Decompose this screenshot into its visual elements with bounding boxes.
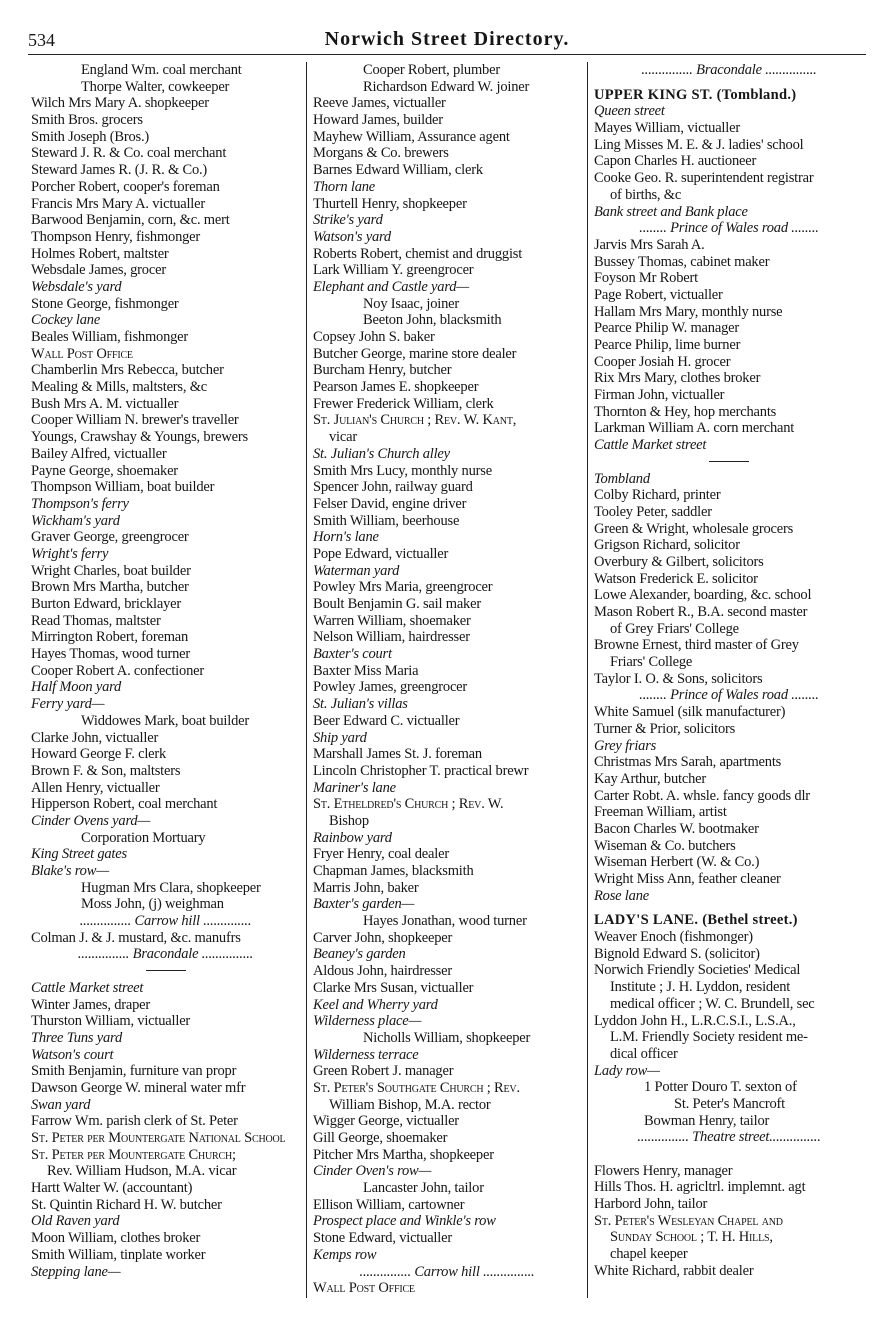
directory-entry: St. Quintin Richard H. W. butcher (31, 1196, 222, 1213)
street-subheading: Keel and Wherry yard (313, 996, 438, 1013)
directory-entry: Pearce Philip W. manager (594, 320, 739, 337)
street-subheading: Websdale's yard (31, 278, 122, 295)
directory-entry: Page Robert, victualler (594, 286, 723, 303)
directory-entry: Warren William, shoemaker (313, 612, 471, 629)
directory-entry: Green & Wright, wholesale grocers (594, 520, 794, 537)
directory-entry: Wall Post Office (31, 345, 133, 362)
crossing-street: ............... Bracondale ............... (641, 62, 817, 78)
street-subheading: St. Julian's Church alley (313, 445, 450, 462)
street-subheading: Baxter's court (313, 646, 392, 663)
directory-entry: Hartt Walter W. (accountant) (31, 1180, 193, 1197)
directory-entry: Carter Robt. A. whsle. fancy goods dlr (594, 787, 810, 804)
directory-entry: Copsey John S. baker (313, 329, 435, 345)
directory-entry: Roberts Robert, chemist and druggist (313, 245, 523, 262)
directory-entry: Stone Edward, victualler (313, 1230, 452, 1247)
directory-entry: St. Peter's Southgate Church ; Rev. (313, 1079, 520, 1096)
directory-entry: Barnes Edward William, clerk (313, 162, 483, 179)
directory-entry: Thompson William, boat builder (31, 479, 215, 496)
directory-entry: Tooley Peter, saddler (594, 503, 712, 520)
directory-entry: Pope Edward, victualler (313, 545, 449, 562)
directory-entry: Allen Henry, victualler (31, 779, 160, 796)
directory-entry: Marris John, baker (313, 879, 419, 896)
directory-entry: vicar (329, 429, 357, 446)
directory-entry: Thornton & Hey, hop merchants (594, 403, 777, 420)
directory-entry: Cooke Geo. R. superintendent registrar (594, 170, 814, 187)
directory-entry: Steward James R. (J. R. & Co.) (31, 162, 208, 179)
directory-entry: Thurtell Henry, shopkeeper (313, 195, 467, 212)
directory-entry: Thorpe Walter, cowkeeper (81, 78, 230, 95)
directory-entry: Smith Benjamin, furniture van propr (31, 1063, 237, 1080)
directory-entry: Fryer Henry, coal dealer (313, 846, 449, 863)
directory-entry: Marshall James St. J. foreman (313, 746, 482, 763)
separator (594, 79, 864, 87)
street-subheading: Old Raven yard (31, 1213, 120, 1230)
directory-entry: Dawson George W. mineral water mfr (31, 1079, 246, 1096)
directory-entry: Hallam Mrs Mary, monthly nurse (594, 303, 783, 320)
separator (31, 963, 300, 980)
directory-entry: Clarke Mrs Susan, victualler (313, 979, 474, 996)
separator (594, 454, 864, 471)
directory-entry: St. Etheldred's Church ; Rev. W. (313, 796, 504, 813)
street-subheading: Wickham's yard (31, 512, 120, 529)
directory-entry: England Wm. coal merchant (81, 62, 242, 78)
street-subheading: Kemps row (313, 1246, 377, 1263)
directory-entry: Jarvis Mrs Sarah A. (594, 236, 705, 253)
directory-entry: Moon William, clothes broker (31, 1230, 201, 1247)
directory-entry: Boult Benjamin G. sail maker (313, 596, 481, 612)
directory-entry: Bowman Henry, tailor (644, 1112, 770, 1129)
directory-entry: Wall Post Office (313, 1280, 415, 1297)
directory-entry: Reeve James, victualler (313, 95, 446, 112)
directory-entry: Howard James, builder (313, 112, 443, 129)
directory-entry: Institute ; J. H. Lyddon, resident (610, 979, 791, 996)
directory-entry: Hugman Mrs Clara, shopkeeper (81, 879, 261, 896)
directory-entry: Mealing & Mills, maltsters, &c (31, 379, 208, 396)
crossing-street: ............... Theatre street............... (637, 1129, 821, 1146)
street-subheading: Thorn lane (313, 178, 376, 195)
street-subheading: Blake's row— (31, 863, 109, 879)
directory-entry: Rev. William Hudson, M.A. vicar (47, 1163, 237, 1180)
directory-entry: Capon Charles H. auctioneer (594, 153, 757, 170)
directory-entry: Steward J. R. & Co. coal merchant (31, 145, 227, 162)
directory-entry: Cooper Robert A. confectioner (31, 662, 204, 679)
directory-entry: Hayes Jonathan, wood turner (363, 913, 527, 930)
directory-entry: White Richard, rabbit dealer (594, 1262, 754, 1279)
street-subheading: Cinder Ovens yard— (31, 812, 151, 829)
street-subheading: St. Julian's villas (313, 696, 408, 713)
directory-entry: Chapman James, blacksmith (313, 863, 474, 879)
directory-entry: Mayhew William, Assurance agent (313, 128, 510, 145)
directory-entry: Wright Charles, boat builder (31, 562, 191, 579)
directory-entry: Freeman William, artist (594, 804, 727, 821)
street-subheading: Elephant and Castle yard— (313, 278, 469, 295)
directory-entry: L.M. Friendly Society resident me- (610, 1029, 808, 1046)
directory-entry: Hipperson Robert, coal merchant (31, 796, 218, 813)
directory-entry: Larkman William A. corn merchant (594, 420, 795, 437)
page-header (28, 28, 866, 54)
directory-entry: chapel keeper (610, 1246, 688, 1263)
street-subheading: Cockey lane (31, 312, 101, 329)
directory-entry: Frewer Frederick William, clerk (313, 395, 494, 412)
directory-entry: Francis Mrs Mary A. victualler (31, 195, 206, 212)
directory-entry: Norwich Friendly Societies' Medical (594, 962, 801, 979)
directory-entry: Smith William, beerhouse (313, 512, 460, 529)
street-subheading: Cattle Market street (594, 437, 707, 454)
directory-entry: Cooper Josiah H. grocer (594, 353, 731, 370)
directory-entry: Youngs, Crawshay & Youngs, brewers (31, 429, 248, 446)
directory-entry: Chamberlin Mrs Rebecca, butcher (31, 362, 224, 379)
directory-entry: Overbury & Gilbert, solicitors (594, 553, 764, 570)
street-subheading: Ship yard (313, 729, 367, 746)
directory-entry: St. Peter per Mountergate Church; (31, 1146, 236, 1163)
directory-entry: St. Julian's Church ; Rev. W. Kant, (313, 412, 517, 429)
separator (594, 1146, 864, 1163)
directory-entry: Baxter Miss Maria (313, 662, 419, 679)
directory-entry: Friars' College (610, 654, 693, 671)
directory-entry: Nicholls William, shopkeeper (363, 1029, 531, 1046)
directory-entry: Thurston William, victualler (31, 1013, 191, 1030)
directory-entry: Lowe Alexander, boarding, &c. school (594, 587, 812, 604)
street-subheading: King Street gates (31, 846, 127, 863)
directory-entry: William Bishop, M.A. rector (329, 1096, 491, 1113)
directory-entry: Holmes Robert, maltster (31, 245, 169, 262)
directory-entry: Butcher George, marine store dealer (313, 345, 517, 362)
crossing-street: ............... Carrow hill ............... (359, 1263, 535, 1280)
directory-entry: St. Peter's Wesleyan Chapel and (594, 1212, 783, 1229)
directory-entry: Smith William, tinplate worker (31, 1246, 206, 1263)
directory-entry: Spencer John, railway guard (313, 479, 473, 496)
directory-entry: Ellison William, cartowner (313, 1196, 465, 1213)
street-subheading: Horn's lane (313, 529, 379, 546)
directory-entry: of Grey Friars' College (610, 620, 739, 637)
street-subheading: Beaney's garden (313, 946, 406, 963)
street-subheading: Wilderness place— (313, 1013, 422, 1030)
street-subheading: Waterman yard (313, 562, 400, 579)
street-subheading: Mariner's lane (313, 779, 396, 796)
directory-entry: Browne Ernest, third master of Grey (594, 637, 799, 654)
directory-entry: Aldous John, hairdresser (313, 963, 452, 980)
directory-entry: Beales William, fishmonger (31, 329, 189, 345)
directory-entry: of births, &c (610, 186, 682, 203)
directory-column-right (594, 62, 864, 1302)
street-subheading: Rose lane (594, 887, 649, 904)
street-subheading: Ferry yard— (31, 696, 105, 713)
directory-entry: Lark William Y. greengrocer (313, 262, 474, 279)
directory-entry: Beeton John, blacksmith (363, 312, 502, 329)
directory-entry: Richardson Edward W. joiner (363, 78, 530, 95)
street-subheading: Cinder Oven's row— (313, 1163, 432, 1180)
directory-entry: Bailey Alfred, victualler (31, 445, 167, 462)
directory-entry: Felser David, engine driver (313, 495, 467, 512)
crossing-street: ........ Prince of Wales road ........ (639, 220, 819, 237)
directory-entry: Colman J. & J. mustard, &c. manufrs (31, 929, 241, 946)
directory-entry: Grigson Richard, solicitor (594, 537, 740, 554)
street-subheading: Wilderness terrace (313, 1046, 419, 1063)
directory-entry: Wilch Mrs Mary A. shopkeeper (31, 95, 209, 112)
directory-entry: Corporation Mortuary (81, 829, 206, 846)
page-number: 534 (28, 30, 55, 50)
directory-entry: medical officer ; W. C. Brundell, sec (610, 995, 815, 1012)
directory-entry: Moss John, (j) weighman (81, 896, 224, 913)
directory-entry: Lancaster John, tailor (363, 1180, 484, 1197)
crossing-street: ............... Bracondale ............... (77, 946, 254, 963)
directory-entry: Pitcher Mrs Martha, shopkeeper (313, 1146, 494, 1163)
directory-entry: Hayes Thomas, wood turner (31, 646, 191, 663)
directory-entry: Christmas Mrs Sarah, apartments (594, 754, 782, 771)
directory-entry: Colby Richard, printer (594, 487, 721, 504)
directory-entry: Pearson James E. shopkeeper (313, 379, 479, 396)
street-subheading: Thompson's ferry (31, 495, 129, 512)
directory-entry: Mayes William, victualler (594, 120, 740, 137)
street-subheading: Rainbow yard (313, 829, 392, 846)
directory-entry: Stone George, fishmonger (31, 295, 179, 312)
directory-entry: Wiseman Herbert (W. & Co.) (594, 854, 760, 871)
directory-entry: Sunday School ; T. H. Hills, (610, 1229, 773, 1246)
directory-entry: Smith Bros. grocers (31, 112, 143, 129)
street-subheading: Lady row— (594, 1062, 660, 1079)
street-subheading: Watson's court (31, 1046, 114, 1063)
directory-entry: Barwood Benjamin, corn, &c. mert (31, 212, 230, 229)
street-subheading: Three Tuns yard (31, 1029, 122, 1046)
directory-entry: Green Robert J. manager (313, 1063, 454, 1080)
column-divider (306, 62, 307, 1298)
crossing-street: ........ Prince of Wales road ........ (639, 687, 819, 704)
directory-entry: Smith Joseph (Bros.) (31, 128, 150, 145)
directory-entry: Wright Miss Ann, feather cleaner (594, 871, 781, 887)
directory-entry: Bussey Thomas, cabinet maker (594, 253, 770, 270)
directory-entry: Bignold Edward S. (solicitor) (594, 945, 760, 962)
directory-entry: Flowers Henry, manager (594, 1162, 733, 1179)
street-heading: LADY'S LANE. (Bethel street.) (594, 912, 798, 929)
directory-entry: Hills Thos. H. agricltrl. implemnt. agt (594, 1179, 806, 1196)
directory-entry: St. Peter per Mountergate National School (31, 1130, 286, 1146)
directory-entry: Lyddon John H., L.R.C.S.I., L.S.A., (594, 1012, 796, 1029)
directory-entry: Rix Mrs Mary, clothes broker (594, 370, 761, 387)
directory-entry: Morgans & Co. brewers (313, 145, 449, 162)
directory-entry: Cooper William N. brewer's traveller (31, 412, 239, 429)
directory-entry: Powley Mrs Maria, greengrocer (313, 579, 493, 596)
street-subheading: Swan yard (31, 1096, 91, 1113)
directory-entry: Taylor I. O. & Sons, solicitors (594, 670, 763, 687)
crossing-street: ............... Carrow hill .............. (79, 913, 252, 930)
directory-entry: Bishop (329, 812, 369, 829)
directory-entry: Lincoln Christopher T. practical brewr (313, 762, 529, 779)
street-subheading: Prospect place and Winkle's row (313, 1213, 496, 1230)
street-subheading: Baxter's garden— (313, 896, 415, 913)
directory-entry: Cooper Robert, plumber (363, 62, 500, 78)
directory-column-middle (313, 62, 581, 1302)
directory-entry: dical officer (610, 1045, 678, 1062)
directory-entry: Websdale James, grocer (31, 262, 166, 279)
page-title: Norwich Street Directory. (324, 28, 570, 50)
directory-entry: Foyson Mr Robert (594, 270, 698, 287)
directory-entry: Noy Isaac, joiner (363, 295, 460, 312)
street-subheading: Grey friars (594, 737, 657, 754)
street-subheading: Tombland (594, 470, 650, 487)
directory-entry: Carver John, shopkeeper (313, 929, 453, 946)
street-subheading: Strike's yard (313, 212, 383, 229)
directory-entry: Bacon Charles W. bootmaker (594, 820, 759, 837)
directory-entry: Pearce Philip, lime burner (594, 337, 741, 353)
street-subheading: Queen street (594, 103, 665, 120)
header-rule (28, 54, 866, 55)
directory-column-left (31, 62, 300, 1302)
directory-entry: Brown Mrs Martha, butcher (31, 579, 189, 596)
directory-entry: Powley James, greengrocer (313, 679, 468, 696)
directory-entry: Wiseman & Co. butchers (594, 837, 736, 854)
directory-entry: Mason Robert R., B.A. second master (594, 604, 808, 620)
directory-entry: Harbord John, tailor (594, 1196, 708, 1213)
directory-entry: Graver George, greengrocer (31, 529, 189, 546)
directory-entry: Winter James, draper (31, 996, 151, 1013)
directory-entry: Smith Mrs Lucy, monthly nurse (313, 462, 492, 479)
directory-entry: Burton Edward, bricklayer (31, 596, 182, 612)
directory-entry: Wigger George, victualler (313, 1113, 459, 1130)
directory-entry: Firman John, victualler (594, 387, 725, 404)
directory-entry: Brown F. & Son, maltsters (31, 762, 181, 779)
separator (594, 904, 864, 912)
directory-entry: Read Thomas, maltster (31, 612, 161, 629)
directory-entry: Nelson William, hairdresser (313, 629, 470, 646)
street-subheading: Bank street and Bank place (594, 203, 748, 220)
directory-entry: 1 Potter Douro T. sexton of (644, 1079, 797, 1096)
directory-entry: Kay Arthur, butcher (594, 770, 706, 787)
column-divider (587, 62, 588, 1298)
street-subheading: Cattle Market street (31, 979, 144, 996)
directory-entry: Porcher Robert, cooper's foreman (31, 178, 220, 195)
directory-entry: Farrow Wm. parish clerk of St. Peter (31, 1113, 238, 1130)
directory-entry: Mirrington Robert, foreman (31, 629, 189, 646)
directory-entry: Bush Mrs A. M. victualler (31, 395, 179, 412)
directory-entry: White Samuel (silk manufacturer) (594, 704, 786, 721)
street-heading: UPPER KING ST. (Tombland.) (594, 86, 797, 103)
directory-entry: Thompson Henry, fishmonger (31, 228, 201, 245)
directory-entry: Beer Edward C. victualler (313, 712, 460, 729)
street-subheading: Wright's ferry (31, 545, 109, 562)
directory-entry: Burcham Henry, butcher (313, 362, 452, 379)
street-subheading: Watson's yard (313, 228, 391, 245)
directory-entry: Turner & Prior, solicitors (594, 720, 736, 737)
directory-entry: Widdowes Mark, boat builder (81, 712, 249, 729)
street-subheading: Half Moon yard (31, 679, 122, 696)
directory-entry: St. Peter's Mancroft (674, 1095, 785, 1112)
directory-entry: Clarke John, victualler (31, 729, 159, 746)
directory-entry: Gill George, shoemaker (313, 1130, 448, 1146)
directory-entry: Howard George F. clerk (31, 746, 167, 763)
directory-entry: Watson Frederick E. solicitor (594, 570, 758, 587)
street-subheading: Stepping lane— (31, 1263, 121, 1280)
directory-entry: Ling Misses M. E. & J. ladies' school (594, 136, 804, 153)
directory-entry: Payne George, shoemaker (31, 462, 178, 479)
directory-entry: Weaver Enoch (fishmonger) (594, 929, 753, 946)
